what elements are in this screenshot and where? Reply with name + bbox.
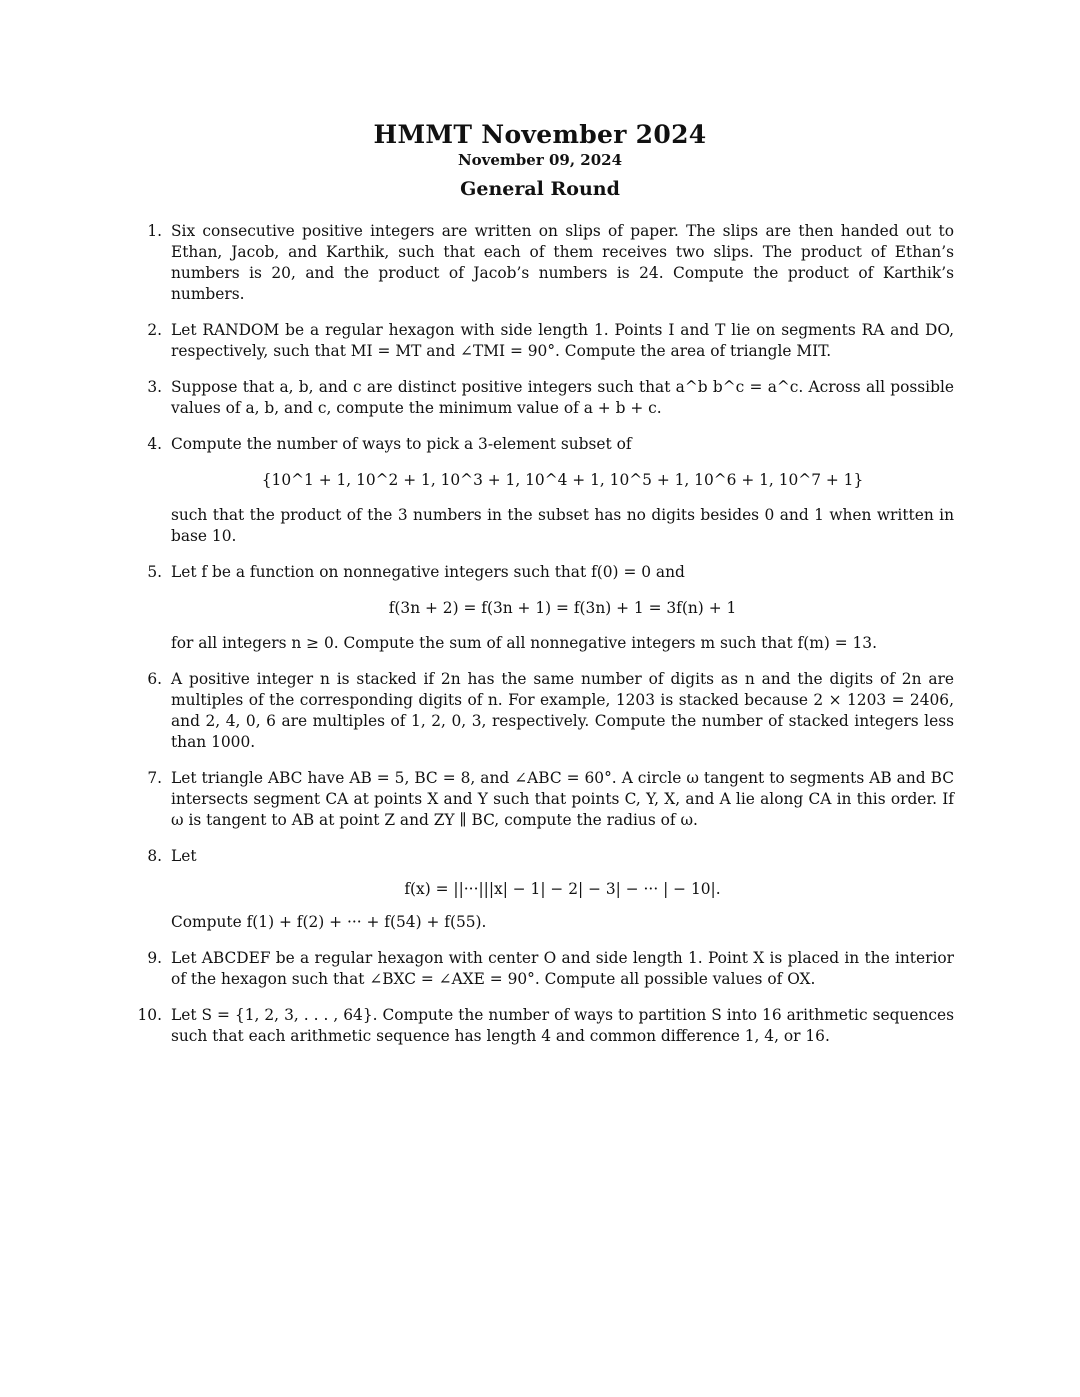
problem-list [0,221,1080,1062]
problem-text: Six consecutive positive integers are written on slips of paper. The slips are then handed out to Ethan, Jacob, and Karthik, such that each of them receives two slips. The product of Ethan’s numbers is 20, and the product of Jacob’s numbers is 24. Compute the product of Karthik’s numbers. [171,222,954,303]
problem-4 [0,434,1080,547]
problem-3 [0,377,1080,419]
problem-number: 3. [147,378,162,396]
problem-6 [0,669,1080,753]
problem-number: 6. [147,670,162,688]
document-title: HMMT November 2024 [373,120,707,149]
display-formula: f(3n + 2) = f(3n + 1) = f(3n) + 1 = 3f(n) + 1 [388,599,737,617]
problem-text: Compute the number of ways to pick a 3-element subset of [171,435,632,453]
problem-number: 5. [147,563,162,581]
problem-number: 4. [147,435,162,453]
problem-text: Let triangle ABC have AB = 5, BC = 8, and ∠ABC = 60°. A circle ω tangent to segments AB and BC intersects segment CA at points X and Y such that points C, Y, X, and A lie along CA in this order. If ω is tangent to AB at point Z and ZY ∥ BC, compute the radius of ω. [171,769,954,829]
display-formula: f(x) = ||···|||x| − 1| − 2| − 3| − ··· | − 10|. [404,880,721,898]
problem-text: such that the product of the 3 numbers in the subset has no digits besides 0 and 1 when written in base 10. [171,506,954,545]
problem-text: Suppose that a, b, and c are distinct positive integers such that a^b b^c = a^c. Across all possible values of a, b, and c, compute the minimum value of a + b + c. [171,378,954,417]
problem-5 [0,562,1080,654]
problem-number: 2. [147,321,162,339]
problem-text: Let RANDOM be a regular hexagon with side length 1. Points I and T lie on segments RA and DO, respectively, such that MI = MT and ∠TMI = 90°. Compute the area of triangle MIT. [171,321,954,360]
problem-text: Let f be a function on nonnegative integers such that f(0) = 0 and [171,563,685,581]
problem-number: 7. [147,769,162,787]
problem-text: for all integers n ≥ 0. Compute the sum of all nonnegative integers m such that f(m) = 13. [171,634,877,652]
problem-text: Let S = {1, 2, 3, . . . , 64}. Compute the number of ways to partition S into 16 arithmetic sequences such that each arithmetic sequence has length 4 and common difference 1, 4, or 16. [171,1006,954,1045]
problem-text: A positive integer n is stacked if 2n has the same number of digits as n and the digits of 2n are multiples of the corresponding digits of n. For example, 1203 is stacked because 2 × 1203 = 2406, and 2, 4, 0, 6 are multiples of 1, 2, 0, 3, respectively. Compute the number of stacked integers less than 1000. [171,670,954,751]
problem-number: 1. [147,222,162,240]
problem-text: Compute f(1) + f(2) + ··· + f(54) + f(55). [171,913,487,931]
problem-number: 8. [147,847,162,865]
display-formula: {10^1 + 1, 10^2 + 1, 10^3 + 1, 10^4 + 1, 10^5 + 1, 10^6 + 1, 10^7 + 1} [261,471,864,489]
round-title: General Round [460,178,620,200]
problem-1 [0,221,1080,305]
problem-number: 10. [137,1006,162,1024]
problem-9 [0,948,1080,990]
problem-10 [0,1005,1080,1047]
problem-text: Let ABCDEF be a regular hexagon with center O and side length 1. Point X is placed in the interior of the hexagon such that ∠BXC = ∠AXE = 90°. Compute all possible values of OX. [171,949,954,988]
problem-8 [0,846,1080,933]
problem-number: 9. [147,949,162,967]
problem-7 [0,768,1080,831]
problem-2 [0,320,1080,362]
document-date: November 09, 2024 [457,151,623,169]
problem-text: Let [171,847,197,865]
